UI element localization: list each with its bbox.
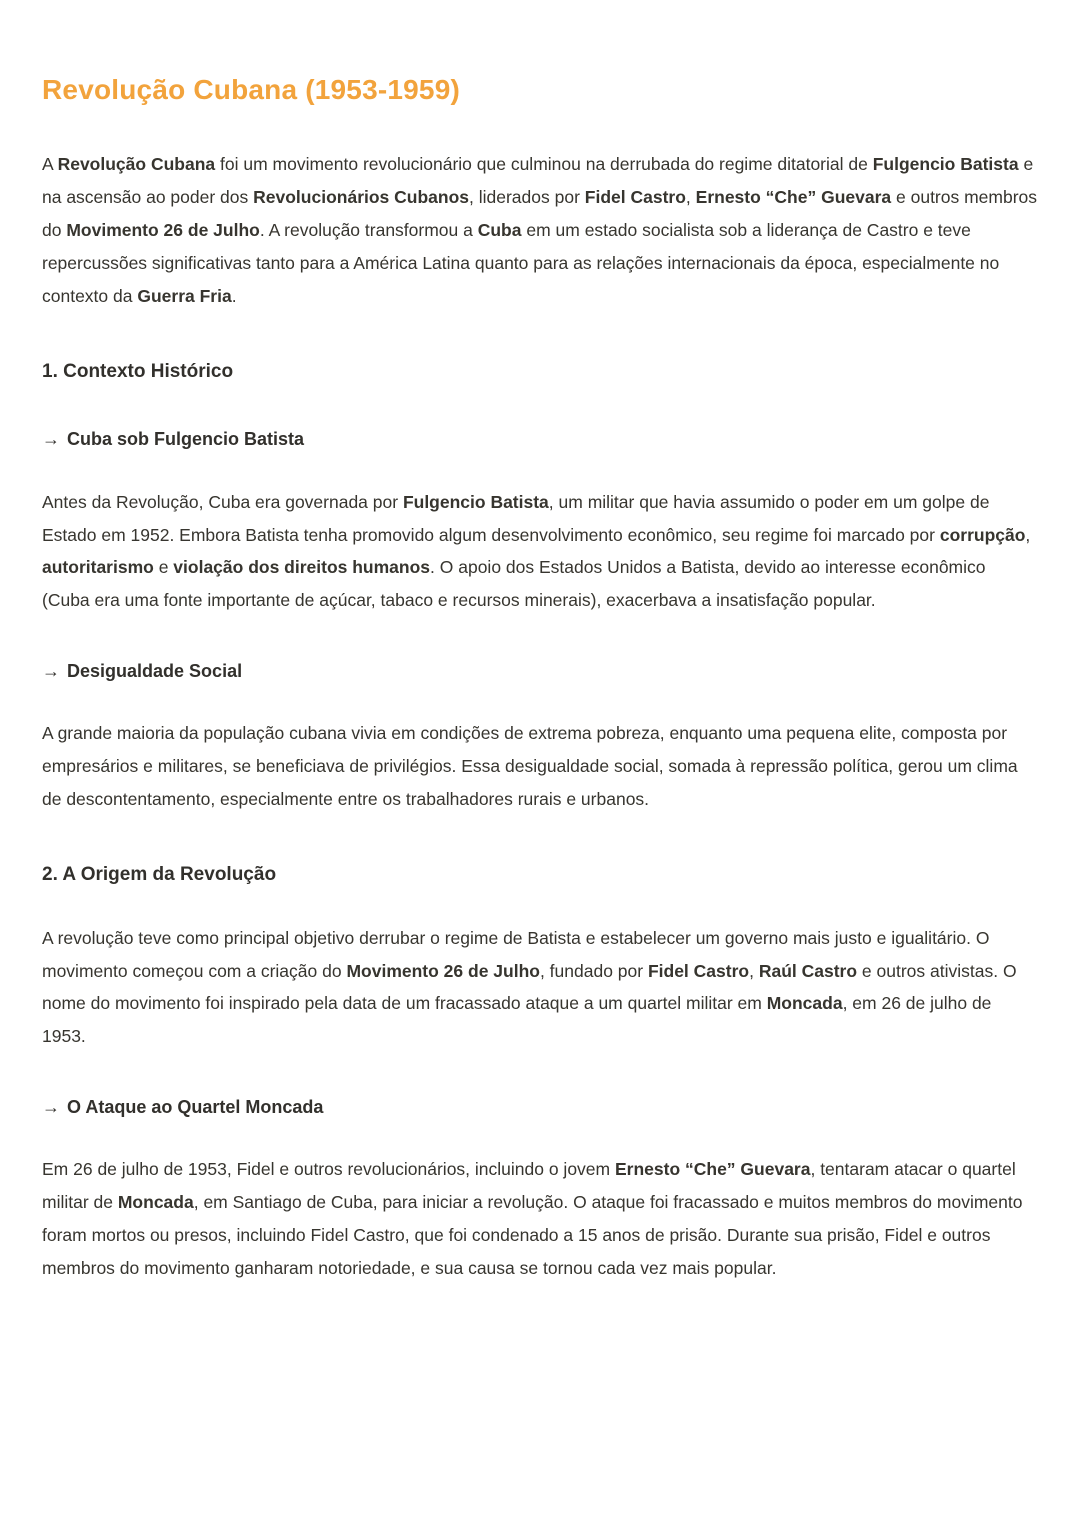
bold-text: Revolucionários Cubanos [253, 187, 470, 208]
bold-text: Movimento 26 de Julho [66, 220, 260, 241]
paragraph [42, 922, 1038, 1054]
bold-text: Cuba [477, 220, 522, 241]
text: . A revolução transformou a [259, 220, 478, 241]
text: A [42, 154, 58, 175]
bold-text: Movimento 26 de Julho [346, 960, 540, 981]
text: , tentaram atacar o quartel militar de [42, 1159, 1016, 1213]
arrow-icon: → [42, 1097, 66, 1118]
bold-text: Fidel Castro [647, 960, 750, 981]
text: , em Santiago de Cuba, para iniciar a revolução. O ataque foi fracassado e muitos membros do movimento foram mortos ou presos, incluindo Fidel Castro, que foi condenado a 15 anos de prisão. Durante sua prisão, Fidel e outros membros do movimento ganharam notoriedade, e sua causa se tornou cada vez mais popular. [42, 1192, 1023, 1279]
bold-text: Fulgencio Batista [402, 491, 549, 512]
bold-text: Revolução Cubana [57, 154, 216, 175]
arrow-icon: → [42, 661, 66, 682]
text: , liderados por [469, 187, 585, 208]
subsection-heading-label: Desigualdade Social [67, 661, 243, 682]
bold-text: corrupção [939, 524, 1026, 545]
text: . O apoio dos Estados Unidos a Batista, devido ao interesse econômico (Cuba era uma fonte importante de açúcar, tabaco e recursos minerais), exacerbava a insatisfação popular. [42, 557, 986, 611]
bold-text: violação dos direitos humanos [173, 557, 431, 578]
document-title: Revolução Cubana (1953-1959) [42, 74, 460, 105]
subsection-heading [42, 1095, 1038, 1120]
paragraph [42, 148, 1038, 312]
bold-text: Fulgencio Batista [872, 154, 1019, 175]
text: . [231, 285, 237, 306]
bold-text: Guerra Fria [137, 285, 232, 306]
text: e outros ativistas. O nome do movimento foi inspirado pela data de um fracassado ataque a um quartel militar em [42, 960, 1017, 1014]
bold-text: Ernesto “Che” Guevara [614, 1159, 811, 1180]
paragraph [42, 1153, 1038, 1285]
bold-text: Moncada [766, 993, 843, 1014]
text: Em 26 de julho de 1953, Fidel e outros revolucionários, incluindo o jovem [42, 1159, 615, 1180]
section-heading: 1. Contexto Histórico [42, 360, 234, 382]
text: , um militar que havia assumido o poder em um golpe de Estado em 1952. Embora Batista tenha promovido algum desenvolvimento econômico, seu regime foi marcado por [42, 491, 990, 545]
text: em um estado socialista sob a liderança de Castro e teve repercussões significativas tanto para a América Latina quanto para as relações internacionais da época, especialmente no contexto da [42, 220, 1000, 306]
text: e na ascensão ao poder dos [42, 154, 1034, 208]
text: , fundado por [539, 960, 648, 981]
bold-text: Fidel Castro [584, 187, 686, 208]
text: , [685, 187, 696, 208]
bold-text: Raúl Castro [758, 960, 858, 981]
subsection-heading-label: O Ataque ao Quartel Moncada [67, 1097, 324, 1118]
bold-text: autoritarismo [42, 557, 154, 578]
text: e outros membros do [42, 187, 1038, 241]
subsection-heading [42, 427, 1038, 452]
text: , [749, 960, 759, 981]
text: Antes da Revolução, Cuba era governada por [42, 491, 403, 512]
bold-text: Moncada [117, 1192, 194, 1213]
section-heading: 2. A Origem da Revolução [42, 864, 277, 886]
text: A revolução teve como principal objetivo derrubar o regime de Batista e estabelecer um governo mais justo e igualitário. O movimento começou com a criação do [42, 927, 990, 981]
bold-text: Ernesto “Che” Guevara [695, 187, 892, 208]
subsection-heading-label: Cuba sob Fulgencio Batista [67, 429, 305, 450]
document-content [42, 148, 1038, 1285]
text: foi um movimento revolucionário que culminou na derrubada do regime ditatorial de [215, 154, 873, 175]
text: , [1025, 524, 1031, 545]
text: e [153, 557, 174, 578]
arrow-icon: → [42, 429, 66, 450]
text: , em 26 de julho de 1953. [42, 993, 992, 1047]
paragraph [42, 486, 1038, 618]
text: A grande maioria da população cubana vivia em condições de extrema pobreza, enquanto uma pequena elite, composta por empresários e militares, se beneficiava de privilégios. Essa desigualdade social, somada à repressão política, gerou um clima de descontentamento, especialmente entre os trabalhadores rurais e urbanos. [42, 723, 1018, 810]
subsection-heading [42, 659, 1038, 684]
paragraph [42, 717, 1038, 816]
